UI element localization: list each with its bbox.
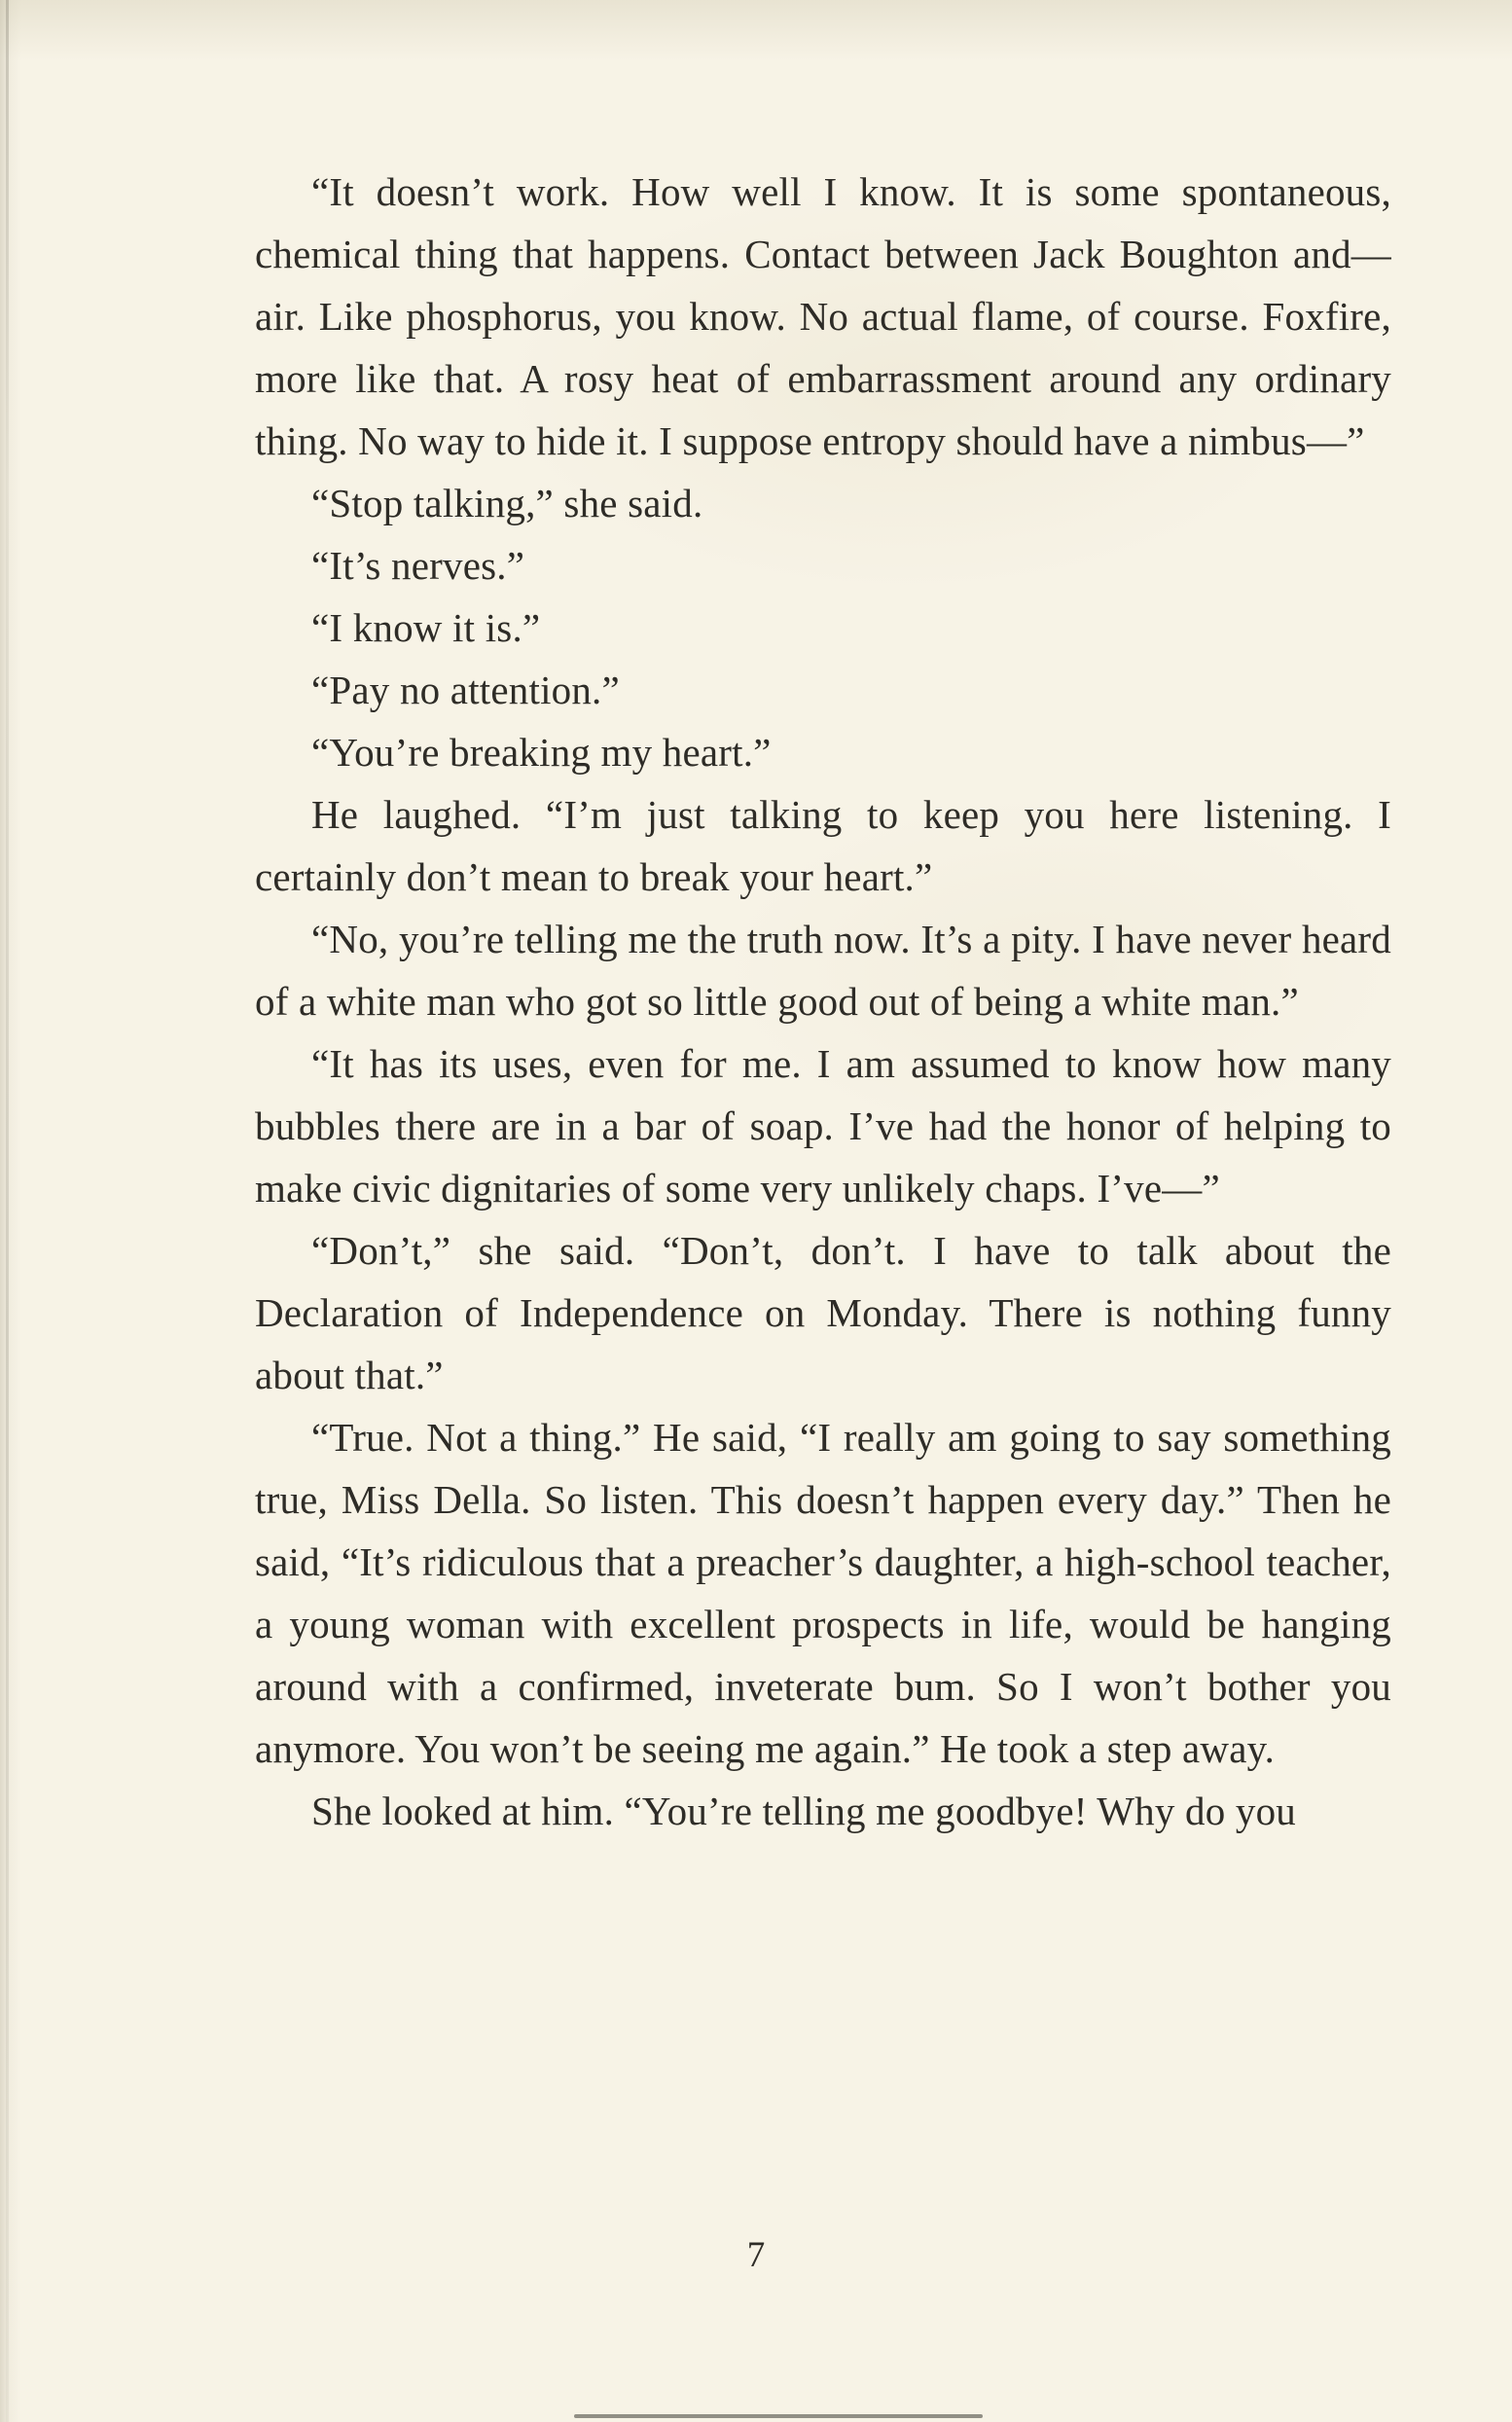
paragraph: She looked at him. “You’re telling me goodbye! Why do you <box>311 1789 1296 1833</box>
paragraph: “True. Not a thing.” He said, “I really am going to say something true, Miss Della. So listen. This doesn’t happen every day.” Then he said, “It’s ridiculous that a preacher’s daughter, a high-school teacher, a young woman with excellent prospects in life, would be hanging around with a confirmed, inveterate bum. So I won’t bother you anymore. You won’t be seeing me again.” He took a step away. <box>255 1415 1391 1771</box>
paragraph: “It doesn’t work. How well I know. It is some spontaneous, chemical thing that happens. Contact between Jack Boughton and—air. Like phosphorus, you know. No actual flame, of course. Foxfire, more like that. A rosy heat of embarrassment around any ordinary thing. No way to hide it. I suppose entropy should have a nimbus—” <box>255 169 1391 463</box>
paragraph: “Pay no attention.” <box>311 668 620 712</box>
paragraph: “No, you’re telling me the truth now. It’s a pity. I have never heard of a white man who got so little good out of being a white man.” <box>255 917 1391 1024</box>
paragraph: He laughed. “I’m just talking to keep you here listening. I certainly don’t mean to break your heart.” <box>255 792 1391 899</box>
paragraph: “Stop talking,” she said. <box>311 481 703 525</box>
scan-bottom-edge-artifact <box>574 2414 983 2418</box>
body-text <box>255 161 1391 1842</box>
paragraph: “I know it is.” <box>311 605 541 650</box>
paragraph: “It has its uses, even for me. I am assumed to know how many bubbles there are in a bar of soap. I’ve had the honor of helping to make civic dignitaries of some very unlikely chaps. I’ve—” <box>255 1041 1391 1211</box>
paragraph: “You’re breaking my heart.” <box>311 730 772 775</box>
page-number: 7 <box>746 2235 766 2275</box>
paragraph: “Don’t,” she said. “Don’t, don’t. I have to talk about the Declaration of Independence on Monday. There is nothing funny about that.” <box>255 1228 1391 1397</box>
paragraph: “It’s nerves.” <box>311 543 525 588</box>
scan-edge-artifact <box>6 0 9 2422</box>
